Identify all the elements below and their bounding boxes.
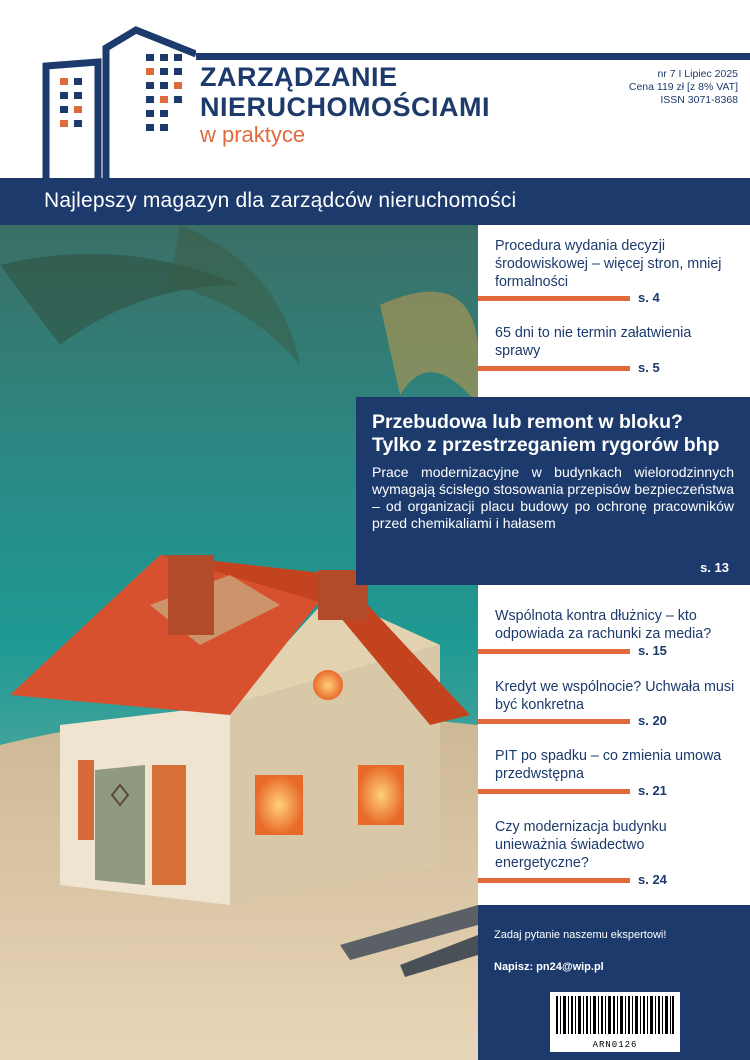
title-line-2: NIERUCHOMOŚCIAMI <box>200 92 490 122</box>
toc-item-title[interactable]: PIT po spadku – co zmienia umowa przedwstępna <box>495 748 722 782</box>
masthead-rule <box>196 53 750 60</box>
magazine-title <box>200 62 490 148</box>
toc-item-page: s. 24 <box>638 872 667 887</box>
feature-title: Przebudowa lub remont w bloku? Tylko z przestrzeganiem rygorów bhp <box>372 411 720 456</box>
building-logo-icon <box>36 26 196 178</box>
barcode-number: ARN0126 <box>592 1040 638 1050</box>
tagline: Najlepszy magazyn dla zarządców nieruchomości <box>44 189 517 212</box>
toc-divider <box>478 878 630 883</box>
cover-photo <box>0 225 478 1060</box>
barcode-icon <box>556 996 674 1034</box>
toc-item-title[interactable]: Wspólnota kontra dłużnicy – kto odpowiada za rachunki za media? <box>495 608 712 642</box>
contact-box <box>478 905 750 1060</box>
toc-item-page: s. 5 <box>638 360 660 375</box>
title-line-3: w praktyce <box>200 122 306 147</box>
feature-article[interactable] <box>356 397 750 585</box>
toc-item-page: s. 20 <box>638 713 667 728</box>
toc-divider <box>478 649 630 654</box>
contact-email[interactable]: Napisz: pn24@wip.pl <box>494 961 604 973</box>
issue-price: Cena 119 zł [z 8% VAT] <box>628 81 738 93</box>
contact-question: Zadaj pytanie naszemu ekspertowi! <box>494 929 667 941</box>
barcode <box>550 992 680 1052</box>
toc-item-title[interactable]: Kredyt we wspólnocie? Uchwała musi być konkretna <box>495 679 735 713</box>
toc-divider <box>478 789 630 794</box>
issue-number: nr 7 I Lipiec 2025 <box>657 68 738 80</box>
toc-item-title[interactable]: 65 dni to nie termin załatwienia sprawy <box>495 325 692 359</box>
feature-page: s. 13 <box>700 560 729 575</box>
toc-item-page: s. 15 <box>638 643 667 658</box>
title-line-1: ZARZĄDZANIE <box>200 62 398 92</box>
toc-item-title[interactable]: Czy modernizacja budynku unieważnia świadectwo energetyczne? <box>495 819 667 871</box>
toc-item-page: s. 21 <box>638 783 667 798</box>
house-on-beach-icon <box>0 225 478 1060</box>
feature-body: Prace modernizacyjne w budynkach wielorodzinnych wymagają ścisłego stosowania przepisów bezpieczeństwa – od organizacji placu budowy po ochronę pracowników przed chemikaliami i hałasem <box>372 464 734 531</box>
toc-divider <box>478 366 630 371</box>
toc-item-page: s. 4 <box>638 290 660 305</box>
issue-info <box>629 68 738 107</box>
issue-issn: ISSN 3071-8368 <box>660 94 738 106</box>
toc-divider <box>478 296 630 301</box>
masthead <box>0 0 750 178</box>
toc-item-title[interactable]: Procedura wydania decyzji środowiskowej – więcej stron, mniej formalności <box>495 238 722 290</box>
toc-divider <box>478 719 630 724</box>
